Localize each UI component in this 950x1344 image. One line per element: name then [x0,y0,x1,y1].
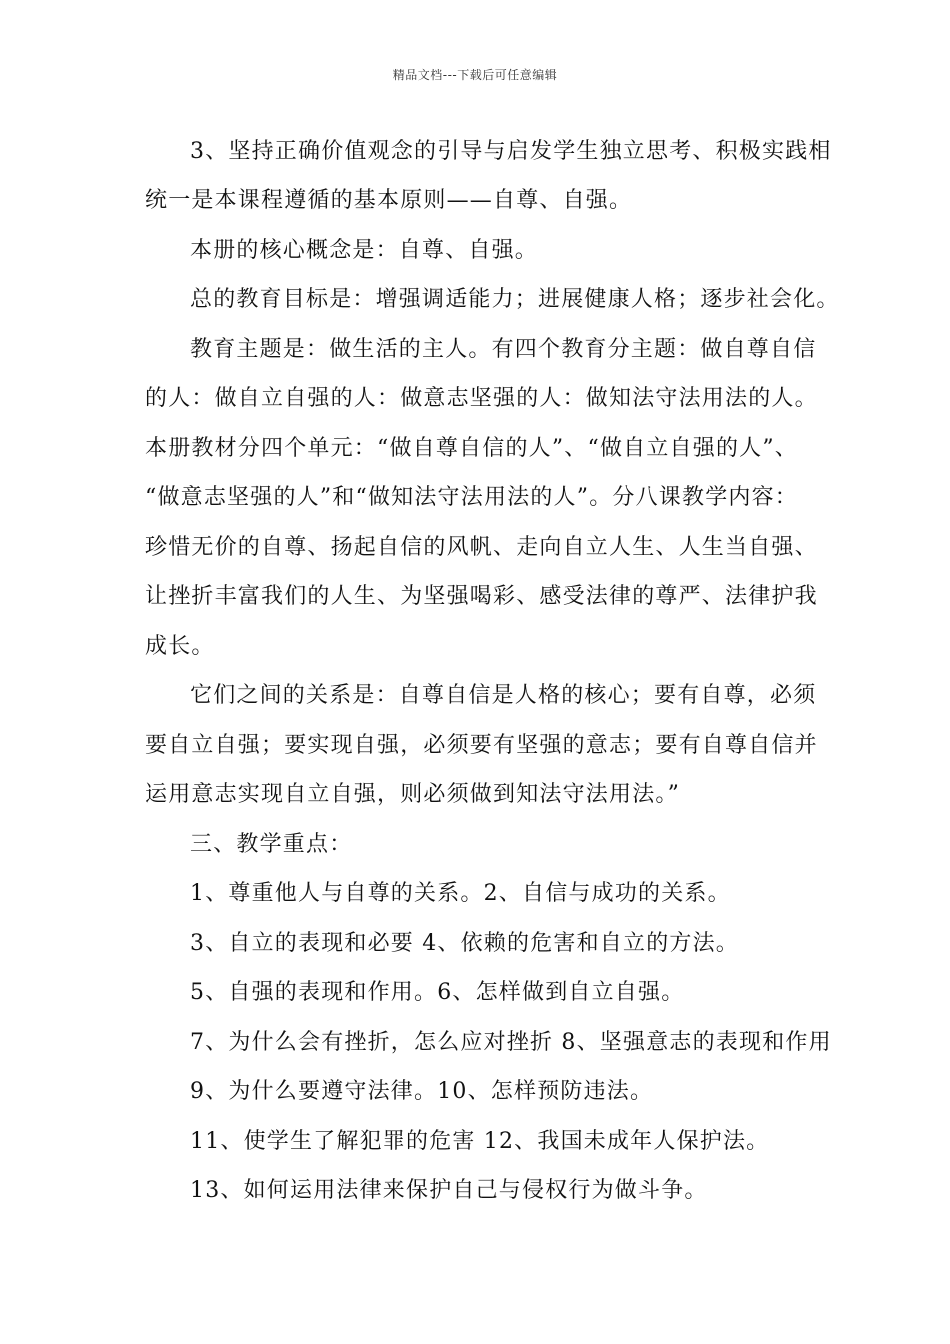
paragraph-line: 珍惜无价的自尊、扬起自信的风帆、走向自立人生、人生当自强、 [145,535,818,560]
paragraph-line: 教育主题是：做生活的主人。有四个教育分主题：做自尊自信 [190,337,817,362]
list-item: 11、使学生了解犯罪的危害 12、我国未成年人保护法。 [190,1129,770,1154]
list-item: 3、自立的表现和必要 4、依赖的危害和自立的方法。 [190,931,739,956]
paragraph-line: 总的教育目标是：增强调适能力；进展健康人格；逐步社会化。 [190,287,840,312]
list-item: 1、尊重他人与自尊的关系。2、自信与成功的关系。 [190,881,731,906]
paragraph-line: 要自立自强；要实现自强，必须要有坚强的意志；要有自尊自信并 [145,733,818,758]
list-item: 9、为什么要遵守法律。10、怎样预防违法。 [190,1079,654,1104]
paragraph-line: 运用意志实现自立自强，则必须做到知法守法用法。” [145,782,681,807]
paragraph-line: 统一是本课程遵循的基本原则——自尊、自强。 [145,188,633,213]
list-item: 13、如何运用法律来保护自己与侵权行为做斗争。 [190,1178,708,1203]
section-heading: 三、教学重点： [190,832,353,857]
paragraph-line: 3、坚持正确价值观念的引导与启发学生独立思考、积极实践相 [190,139,832,164]
paragraph-line: “做意志坚强的人”和“做知法守法用法的人”。分八课教学内容： [145,485,798,510]
paragraph-line: 它们之间的关系是：自尊自信是人格的核心；要有自尊，必须 [190,683,817,708]
page-header: 精品文档---下载后可任意编辑 [392,68,558,82]
paragraph-line: 的人：做自立自强的人：做意志坚强的人：做知法守法用法的人。 [145,386,818,411]
paragraph-line: 本册教材分四个单元：“做自尊自信的人”、“做自立自强的人”、 [145,436,798,461]
list-item: 7、为什么会有挫折，怎么应对挫折 8、坚强意志的表现和作用 [190,1030,832,1055]
list-item: 5、自强的表现和作用。6、怎样做到自立自强。 [190,980,685,1005]
paragraph-line: 让挫折丰富我们的人生、为坚强喝彩、感受法律的尊严、法律护我 [145,584,818,609]
paragraph-line: 本册的核心概念是：自尊、自强。 [190,238,539,263]
paragraph-line: 成长。 [145,634,215,659]
